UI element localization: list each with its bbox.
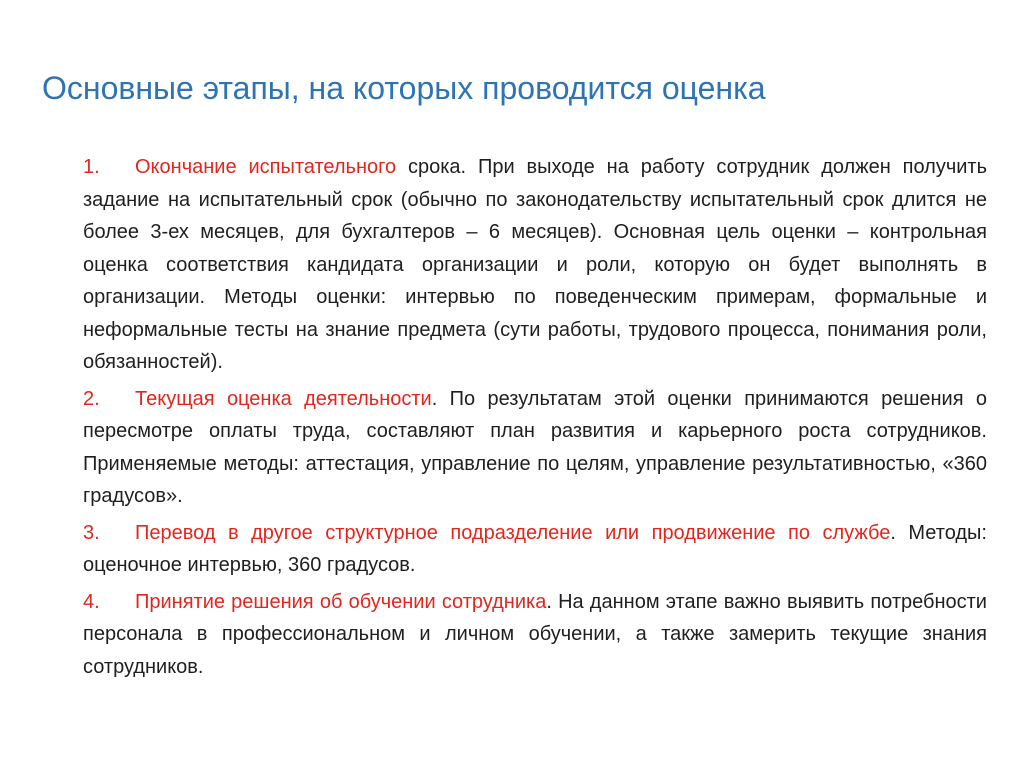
- stages-list: [83, 151, 987, 687]
- stage-number: 4.: [83, 590, 100, 613]
- stage-item-3: [83, 517, 987, 582]
- stage-text: . Методы: оценочное интервью, 360 градусов.: [83, 521, 987, 576]
- stage-text: . На данном этапе важно выявить потребности персонала в профессиональном и личном обучении, а также замерить текущие знания сотрудников.: [83, 590, 987, 678]
- stage-item-1: [83, 151, 987, 379]
- stage-heading: Текущая оценка деятельности: [135, 387, 432, 410]
- stage-text: . По результатам этой оценки принимаются решения о пересмотре оплаты труда, составляют план развития и карьерного роста сотрудников. Применяемые методы: аттестация, управление по целям, управление результативностью, «360 градусов».: [83, 387, 987, 507]
- stage-text: срока. При выходе на работу сотрудник должен получить задание на испытательный срок (обычно по законодательству испытательный срок длится не более 3-ех месяцев, для бухгалтеров – 6 месяцев). Основная цель оценки – контрольная оценка соответствия кандидата организации и роли, которую он будет выполнять в организации. Методы оценки: интервью по поведенческим примерам, формальные и неформальные тесты на знание предмета (сути работы, трудового процесса, понимания роли, обязанностей).: [83, 156, 987, 373]
- stage-number: 2.: [83, 387, 100, 410]
- stage-number: 1.: [83, 156, 100, 178]
- stage-item-4: [83, 586, 987, 684]
- stage-heading: Окончание испытательного: [135, 156, 397, 178]
- stage-item-2: [83, 383, 987, 513]
- stage-heading: Перевод в другое структурное подразделение или продвижение по службе: [135, 521, 891, 544]
- stage-heading: Принятие решения об обучении сотрудника: [135, 590, 547, 613]
- stage-number: 3.: [83, 521, 100, 544]
- slide-title: Основные этапы, на которых проводится оценка: [42, 70, 766, 106]
